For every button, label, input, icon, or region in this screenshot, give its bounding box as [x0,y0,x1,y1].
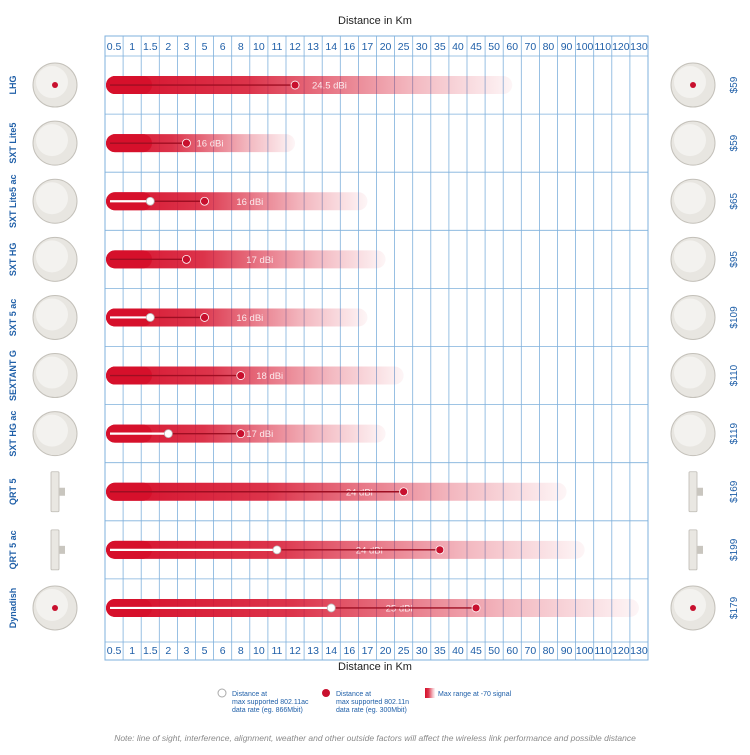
x-tick-label-bottom: 16 [343,645,356,657]
device-price-label: $119 [729,422,740,445]
x-tick-label-bottom: 35 [434,645,446,657]
x-tick-label-bottom: 10 [253,645,265,657]
antenna-gain-label: 24.5 dBi [312,80,347,92]
legend-ac-label: data rate (eg. 866Mbit) [232,707,303,714]
device-photo [671,179,715,223]
device-photo [671,63,715,107]
brand-dot [52,605,58,611]
device-model-label: SXT HG ac [8,410,18,457]
x-tick-label-bottom: 1.5 [142,645,158,657]
x-tick-label-top: 130 [630,41,648,53]
device-photo [33,237,77,281]
ac-distance-marker [146,197,154,205]
ac-distance-marker [164,430,172,438]
x-tick-label-top: 60 [506,41,519,53]
device-price-label: $95 [729,251,740,268]
grid [105,36,648,660]
antenna-gain-label: 17 dBi [246,429,274,441]
device-photo [671,237,715,281]
device-photo [33,412,77,456]
n-distance-marker [400,488,408,496]
legend-n-label: data rate (eg. 300Mbit) [336,707,407,714]
x-tick-label-bottom: 40 [452,645,464,657]
x-tick-label-bottom: 70 [524,645,537,657]
x-tick-label-top: 35 [434,41,446,53]
antenna-gain-label: 16 dBi [236,312,264,324]
brand-dot [690,605,696,611]
device-price-label: $59 [729,76,740,94]
legend-n-label: max supported 802.11n [336,699,410,706]
device-price-label: $59 [729,134,740,152]
antenna-face [674,298,706,330]
antenna-face [36,415,68,447]
brand-dot [52,82,58,88]
antenna-gain-label: 24 dBi [345,487,373,499]
device-price-label: $199 [729,538,740,561]
x-tick-label-top: 1 [129,41,136,53]
x-tick-label-bottom: 12 [289,645,301,657]
brand-dot [690,82,696,88]
antenna-gain-label: 16 dBi [236,196,264,208]
x-axis-title-bottom: Distance in Km [338,661,412,673]
legend-n-marker [322,689,330,697]
x-tick-label-bottom: 100 [575,645,594,657]
device-photo [51,472,65,512]
antenna-face [674,240,706,272]
legend-ac-label: Distance at [232,691,268,698]
x-tick-label-top: 110 [594,41,612,53]
x-tick-label-bottom: 25 [397,645,410,657]
device-price-label: $169 [729,480,740,503]
device-photo [33,63,77,107]
device-price-label: $179 [729,596,740,620]
x-tick-label-top: 120 [612,41,630,53]
device-model-label: QRT 5 ac [8,530,18,570]
n-distance-marker [201,197,209,205]
ac-distance-marker [273,546,281,554]
legend-ac-marker [218,689,226,697]
antenna-face [674,182,706,214]
antenna-panel [689,472,697,512]
antenna-face [36,589,68,621]
device-price-label: $110 [729,364,740,387]
device-price-label: $109 [729,306,740,329]
x-tick-label-bottom: 8 [237,645,244,657]
antenna-gain-label: 16 dBi [196,138,224,150]
legend-range-swatch [425,688,435,698]
x-tick-label-bottom: 120 [612,645,630,657]
n-distance-marker [182,255,190,263]
x-tick-label-top: 100 [575,41,594,53]
x-tick-label-bottom: 3 [183,645,190,657]
antenna-face [36,124,68,156]
x-tick-label-top: 5 [201,41,208,53]
device-photo [51,530,65,570]
x-tick-label-bottom: 11 [271,645,283,657]
x-tick-label-top: 2 [165,41,172,53]
x-tick-label-bottom: 17 [361,645,374,657]
device-model-label: Dynadish [8,587,18,629]
x-tick-label-top: 10 [253,41,265,53]
antenna-gain-label: 18 dBi [256,371,284,383]
x-tick-label-bottom: 1 [129,645,136,657]
n-distance-marker [472,604,480,612]
device-photo [689,472,703,512]
device-photo [33,354,77,398]
x-tick-label-bottom: 0.5 [106,645,122,657]
n-distance-marker [436,546,444,554]
antenna-gain-label: 24 dBi [355,545,383,557]
n-distance-marker [182,139,190,147]
device-model-label: SXT Lite5 [8,122,18,164]
legend-range-label: Max range at -70 signal [438,691,512,698]
x-tick-label-top: 45 [470,41,482,53]
mount-bracket [697,546,703,554]
antenna-face [36,66,68,98]
antenna-face [674,589,706,621]
x-tick-label-top: 25 [397,41,410,53]
x-axis-title-top: Distance in Km [338,15,412,27]
n-distance-marker [237,372,245,380]
ac-distance-marker [146,313,154,321]
device-photo [33,121,77,165]
device-price-label: $65 [729,192,740,210]
x-tick-label-top: 1.5 [142,41,158,53]
footnote: Note: line of sight, interference, alignment, weather and other outside factors will affect the wireless link performance and possible distance [114,733,636,743]
ac-distance-marker [327,604,335,612]
x-tick-label-top: 30 [415,41,428,53]
x-tick-label-bottom: 14 [325,645,338,657]
n-distance-marker [237,430,245,438]
legend-ac-label: max supported 802.11ac [232,699,309,706]
x-ticks [107,41,648,657]
device-photo [671,295,715,339]
x-tick-label-top: 14 [325,41,338,53]
antenna-panel [51,530,59,570]
x-tick-label-bottom: 90 [560,645,573,657]
device-photo [671,586,715,630]
device-photo [671,354,715,398]
mount-bracket [59,488,65,496]
x-tick-label-top: 16 [343,41,356,53]
antenna-face [674,357,706,389]
device-photo [33,586,77,630]
x-tick-label-top: 40 [452,41,464,53]
mount-bracket [59,546,65,554]
antenna-gain-label: 25 dBi [385,603,413,615]
x-tick-label-bottom: 13 [307,645,319,657]
x-tick-label-bottom: 50 [488,645,500,657]
x-tick-label-top: 3 [183,41,190,53]
x-tick-label-bottom: 2 [165,645,172,657]
antenna-face [674,124,706,156]
antenna-face [36,357,68,389]
x-tick-label-top: 20 [379,41,392,53]
x-tick-label-top: 8 [237,41,244,53]
device-photo [689,530,703,570]
x-tick-label-bottom: 110 [594,645,612,657]
x-tick-label-top: 80 [542,41,555,53]
device-model-label: SXT Lite5 ac [8,174,18,229]
device-model-label: LHG [8,75,18,95]
x-tick-label-bottom: 20 [379,645,392,657]
antenna-face [36,240,68,272]
antenna-gain-label: 17 dBi [246,254,274,266]
antenna-face [674,66,706,98]
x-tick-label-bottom: 30 [415,645,428,657]
n-distance-marker [201,313,209,321]
x-tick-label-top: 70 [524,41,537,53]
x-tick-label-bottom: 6 [219,645,226,657]
x-tick-label-top: 17 [361,41,374,53]
device-photo [671,121,715,165]
legend-n-label: Distance at [336,691,372,698]
antenna-face [674,415,706,447]
antenna-face [36,182,68,214]
x-tick-label-top: 12 [289,41,301,53]
x-tick-label-top: 6 [219,41,226,53]
x-tick-label-bottom: 5 [201,645,208,657]
device-photo [671,412,715,456]
device-photo [33,295,77,339]
x-tick-label-top: 13 [307,41,319,53]
device-model-label: SXT 5 ac [8,298,18,337]
device-model-label: SEXTANT G [8,350,18,401]
antenna-panel [689,530,697,570]
mount-bracket [697,488,703,496]
x-tick-label-bottom: 45 [470,645,482,657]
x-tick-label-top: 11 [271,41,283,53]
x-tick-label-top: 50 [488,41,500,53]
antenna-face [36,298,68,330]
n-distance-marker [291,81,299,89]
antenna-panel [51,472,59,512]
x-tick-label-top: 0.5 [106,41,122,53]
device-model-label: SXT HG [8,242,18,277]
x-tick-label-bottom: 60 [506,645,519,657]
device-photo [33,179,77,223]
x-tick-label-bottom: 80 [542,645,555,657]
x-tick-label-bottom: 130 [630,645,648,657]
x-tick-label-top: 90 [560,41,573,53]
device-model-label: QRT 5 [8,478,18,506]
legend [218,688,512,714]
